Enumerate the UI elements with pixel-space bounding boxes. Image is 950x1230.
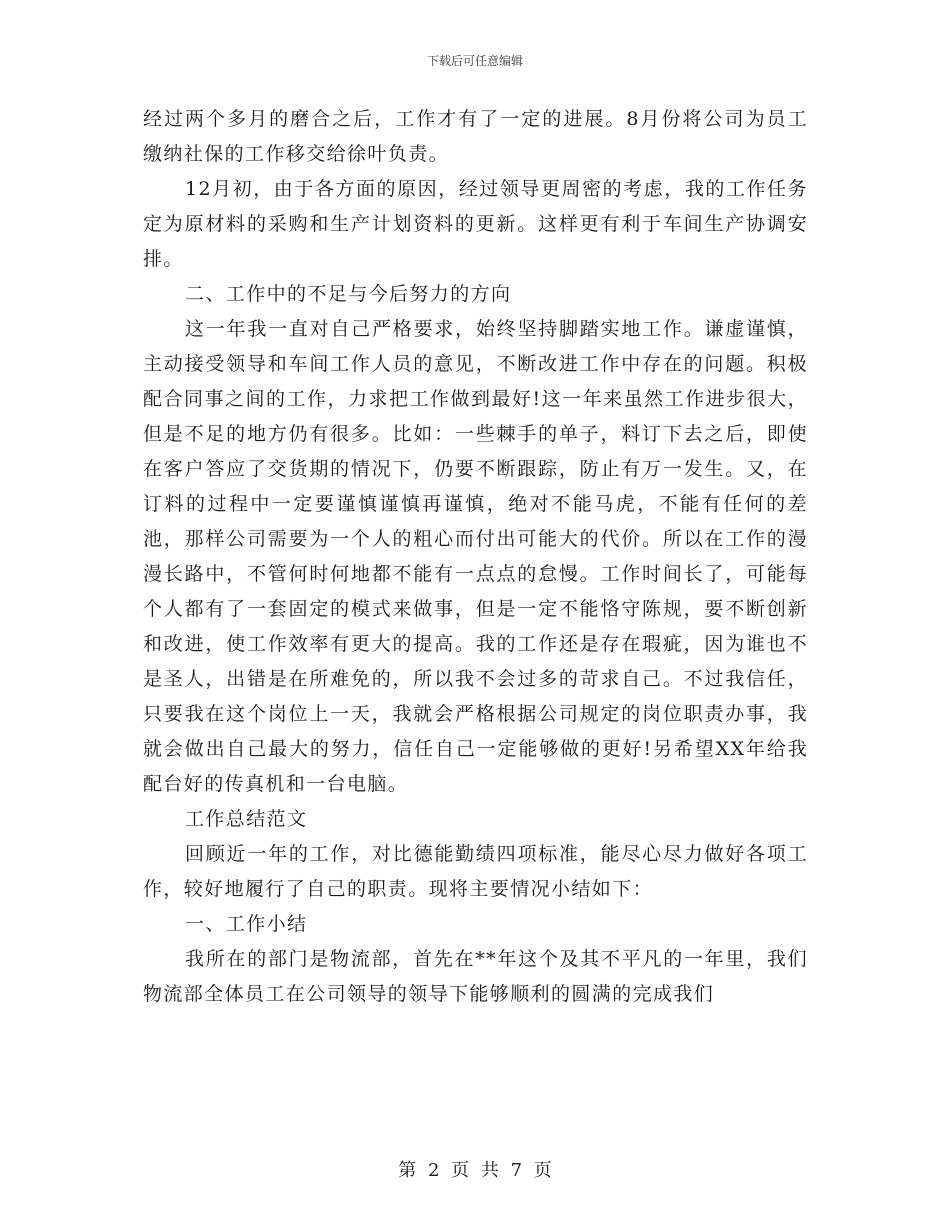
- page-header-note: 下载后可任意编辑: [426, 54, 523, 68]
- body-paragraph: 回顾近一年的工作，对比德能勤绩四项标准，能尽心尽力做好各项工作，较好地履行了自己的职责。现将主要情况小结如下：: [143, 843, 808, 900]
- document-body: [143, 102, 808, 1012]
- page-number-footer: 第 2 页 共 7 页: [398, 1160, 552, 1181]
- body-paragraph: 12月初，由于各方面的原因，经过领导更周密的考虑，我的工作任务定为原材料的采购和生产计划资料的更新。这样更有利于车间生产协调安排。: [143, 178, 808, 270]
- section-heading: 一、工作小结: [185, 913, 308, 935]
- body-paragraph: 这一年我一直对自己严格要求，始终坚持脚踏实地工作。谦虚谨慎，主动接受领导和车间工作人员的意见，不断改进工作中存在的问题。积极配合同事之间的工作，力求把工作做到最好!这一年来虽然工作进步很大，但是不足的地方仍有很多。比如：一些棘手的单子，料订下去之后，即使在客户答应了交货期的情况下，仍要不断跟踪，防止有万一发生。又，在订料的过程中一定要谨慎谨慎再谨慎，绝对不能马虎，不能有任何的差池，那样公司需要为一个人的粗心而付出可能大的代价。所以在工作的漫漫长路中，不管何时何地都不能有一点点的怠慢。工作时间长了，可能每个人都有了一套固定的模式来做事，但是一定不能恪守陈规，要不断创新和改进，使工作效率有更大的提高。我的工作还是存在瑕疵，因为谁也不是圣人，出错是在所难免的，所以我不会过多的苛求自己。不过我信任，只要我在这个岗位上一天，我就会严格根据公司规定的岗位职责办事，我就会做出自己最大的努力，信任自己一定能够做的更好!另希望XX年给我配台好的传真机和一台电脑。: [143, 318, 808, 795]
- document-title: 工作总结范文: [185, 808, 308, 830]
- body-paragraph: 我所在的部门是物流部，首先在**年这个及其不平凡的一年里，我们物流部全体员工在公司领导的领导下能够顺利的圆满的完成我们: [143, 948, 808, 1005]
- body-paragraph: 经过两个多月的磨合之后，工作才有了一定的进展。8月份将公司为员工缴纳社保的工作移交给徐叶负责。: [143, 108, 808, 165]
- section-heading: 二、工作中的不足与今后努力的方向: [185, 283, 512, 305]
